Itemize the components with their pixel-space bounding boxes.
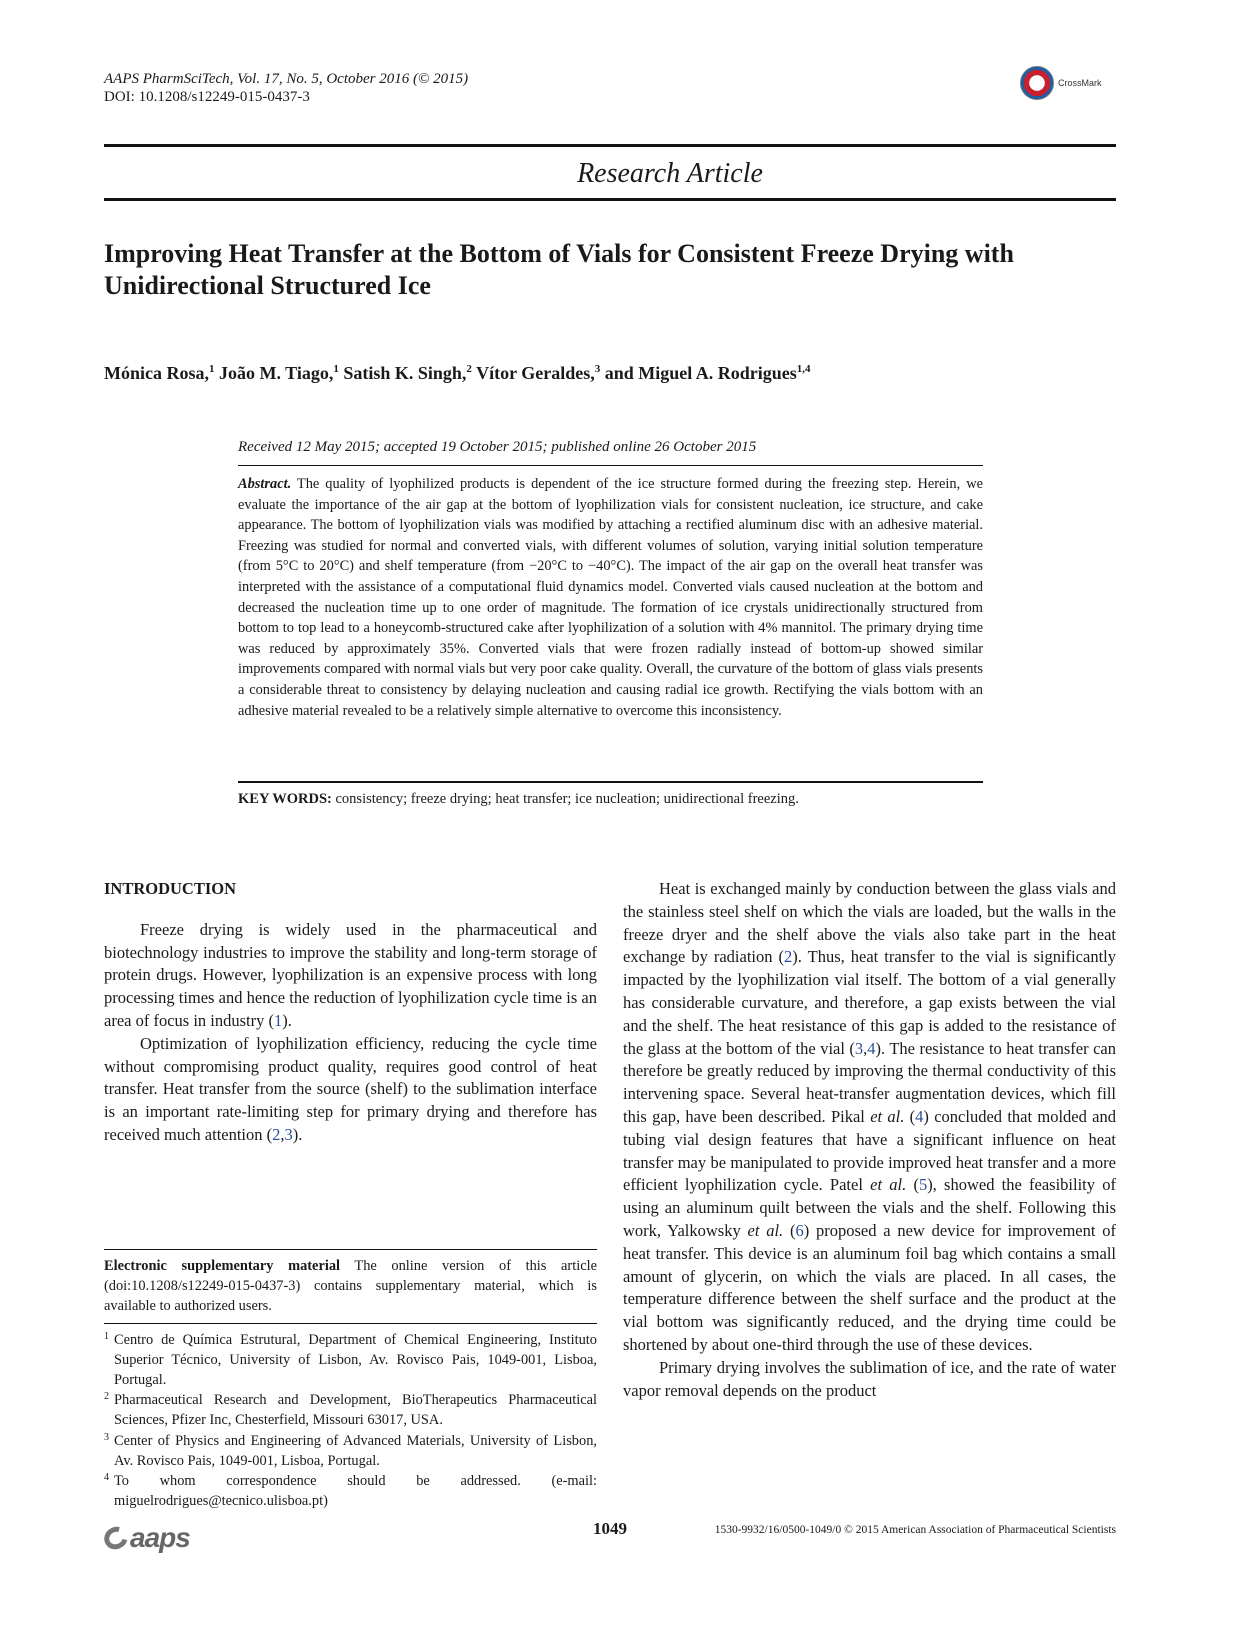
intro-paragraph-2: Optimization of lyophilization efficiency, reducing the cycle time without compromising product quality, requires good control of heat transfer. Heat transfer from the source (shelf) to the sublimation interface is an important rate-limiting step for primary drying and therefore has received much attention (2,3).	[104, 1033, 597, 1144]
author-affiliation-mark: 3	[594, 363, 601, 375]
author-name: Vítor Geraldes,	[476, 363, 595, 383]
abstract-label: Abstract.	[238, 476, 292, 492]
keywords	[238, 791, 983, 808]
body-paragraph-1: Heat is exchanged mainly by conduction between the glass vials and the stainless steel shelf on which the vials are loaded, but the walls in the freeze dryer and the shelf above the vials also take part in the heat exchange by radiation (2). Thus, heat transfer to the vial is significantly impacted by the lyophilization vial itself. The bottom of a vial generally has considerable curvature, and therefore, a gap exists between the vial and the shelf. The heat resistance of this gap is added to the resistance of the glass at the bottom of the vial (3,4). The resistance to heat transfer can therefore be greatly reduced by improving the thermal conductivity of this intervening space. Several heat-transfer augmentation devices, which fill this gap, have been described. Pikal et al. (4) concluded that molded and tubing vial design features that have a significant influence on heat transfer may be manipulated to provide improved heat transfer and a more efficient lyophilization cycle. Patel et al. (5), showed the feasibility of using an aluminum quilt between the vials and the shelf. Following this work, Yalkowsky et al. (6) proposed a new device for improvement of heat transfer. This device is an aluminum foil bag which contains a small amount of glycerin, on which the vials are placed. In all cases, the temperature difference between the shelf surface and the product at the vial bottom was significantly reduced, and the drying time could be shortened by about one-third through the use of these devices.	[623, 879, 1116, 1354]
crossmark-badge[interactable]	[1020, 66, 1102, 100]
reference-link[interactable]: 4	[867, 1038, 876, 1058]
footnote-rule	[104, 1249, 597, 1250]
author-affiliation-mark: 1	[333, 363, 339, 375]
supplementary-material-note	[104, 1256, 597, 1317]
footer-issn: 1530-9932/16/0500-1049/0 © 2015 American Association of Pharmaceutical Scientists	[714, 1524, 1116, 1536]
section-heading-introduction: INTRODUCTION	[104, 879, 237, 898]
reference-link[interactable]: 6	[795, 1220, 804, 1240]
aaps-logo-icon	[100, 1522, 132, 1553]
header-rule-bottom	[104, 198, 1116, 201]
publication-dates: Received 12 May 2015; accepted 19 October 2015; published online 26 October 2015	[238, 439, 757, 455]
author-affiliation-mark: 2	[466, 363, 472, 375]
reference-link[interactable]: 5	[918, 1175, 928, 1195]
intro-paragraph-1: Freeze drying is widely used in the pharmaceutical and biotechnology industries to improve the stability and long-term storage of protein drugs. However, lyophilization is an expensive process with long processing times and hence the reduction of lyophilization cycle time is an area of focus in industry (1).	[104, 919, 597, 1030]
crossmark-icon	[1020, 66, 1054, 100]
footnote-rule	[104, 1323, 597, 1324]
crossmark-label: CrossMark	[1058, 78, 1102, 88]
affiliation-note: 3 Center of Physics and Engineering of Advanced Materials, University of Lisbon, Av. Rovisco Pais, 1049-001, Lisboa, Portugal.	[104, 1431, 597, 1469]
affiliation-note: 2 Pharmaceutical Research and Development, BioTherapeutics Pharmaceutical Sciences, Pfizer Inc, Chesterfield, Missouri 63017, USA.	[104, 1391, 597, 1429]
keywords-text: consistency; freeze drying; heat transfer; ice nucleation; unidirectional freezing.	[335, 791, 799, 807]
aaps-logo-text: aaps	[130, 1522, 190, 1553]
abstract-rule-top	[238, 465, 983, 466]
reference-link[interactable]: 2	[784, 947, 793, 967]
author-name: and Miguel A. Rodrigues	[604, 363, 797, 383]
article-type: Research Article	[577, 158, 763, 189]
author-name: Mónica Rosa,	[104, 363, 209, 383]
journal-header	[104, 70, 468, 106]
journal-citation: AAPS PharmSciTech, Vol. 17, No. 5, October 2016 (© 2015)	[104, 71, 469, 87]
author-list	[104, 363, 1116, 384]
reference-link[interactable]: 3	[284, 1124, 293, 1144]
footnotes	[104, 1249, 597, 1511]
abstract	[238, 474, 983, 721]
reference-link[interactable]: 4	[915, 1106, 924, 1126]
abstract-text: The quality of lyophilized products is dependent of the ice structure formed during the freezing step. Herein, we evaluate the importance of the air gap at the bottom of lyophilization vials for consistent nucleation, ice structure, and cake appearance. The bottom of lyophilization vials was modified by attaching a rectified aluminum disc with an adhesive material. Freezing was studied for normal and converted vials, with different volumes of solution, varying initial solution temperature (from 5°C to 20°C) and shelf temperature (from −20°C to −40°C). The impact of the air gap on the overall heat transfer was interpreted with the assistance of a computational fluid dynamics model. Converted vials caused nucleation at the bottom and decreased the nucleation time up to one order of magnitude. The formation of ice crystals unidirectionally structured from bottom to top lead to a honeycomb-structured cake after lyophilization of a solution with 4% mannitol. The primary drying time was reduced by approximately 35%. Converted vials that were frozen radially instead of bottom-up showed similar improvements compared with normal vials but very poor cake quality. Overall, the curvature of the bottom of glass vials presents a considerable threat to consistency by delaying nucleation and causing radial ice growth. Rectifying the vials bottom with an adhesive material revealed to be a relatively simple alternative to overcome this inconsistency.	[238, 476, 983, 719]
author-affiliation-mark: 1,4	[796, 363, 811, 375]
article-title: Improving Heat Transfer at the Bottom of Vials for Consistent Freeze Drying with Unidirectional Structured Ice	[104, 239, 1014, 300]
reference-link[interactable]: 1	[274, 1010, 283, 1030]
affiliation-note: 1 Centro de Química Estrutural, Department of Chemical Engineering, Instituto Superior Técnico, University of Lisbon, Av. Rovisco Pais, 1049-001, Lisboa, Portugal.	[104, 1330, 597, 1389]
author-name: João M. Tiago,	[219, 363, 334, 383]
header-rule-top	[104, 144, 1116, 147]
left-column	[104, 878, 597, 1147]
author-affiliation-mark: 1	[209, 363, 215, 375]
esm-text: The online version of this article (doi:10.1208/s12249-015-0437-3) contains supplementary material, which is available to authorized users.	[104, 1258, 597, 1315]
aaps-logo	[104, 1522, 190, 1554]
keywords-label: KEY WORDS:	[238, 791, 332, 807]
right-column	[623, 878, 1116, 1402]
reference-link[interactable]: 2	[272, 1124, 281, 1144]
abstract-rule-bottom	[238, 781, 983, 783]
doi-line[interactable]: DOI: 10.1208/s12249-015-0437-3	[104, 89, 310, 105]
body-paragraph-2: Primary drying involves the sublimation of ice, and the rate of water vapor removal depends on the product	[623, 1357, 1116, 1400]
esm-label: Electronic supplementary material	[104, 1258, 341, 1274]
affiliation-note: 4 To whom correspondence should be addressed. (e-mail: miguelrodrigues@tecnico.ulisboa.pt)	[104, 1472, 597, 1510]
page-number: 1049	[593, 1519, 627, 1538]
author-name: Satish K. Singh,	[343, 363, 467, 383]
reference-link[interactable]: 3	[854, 1038, 864, 1058]
